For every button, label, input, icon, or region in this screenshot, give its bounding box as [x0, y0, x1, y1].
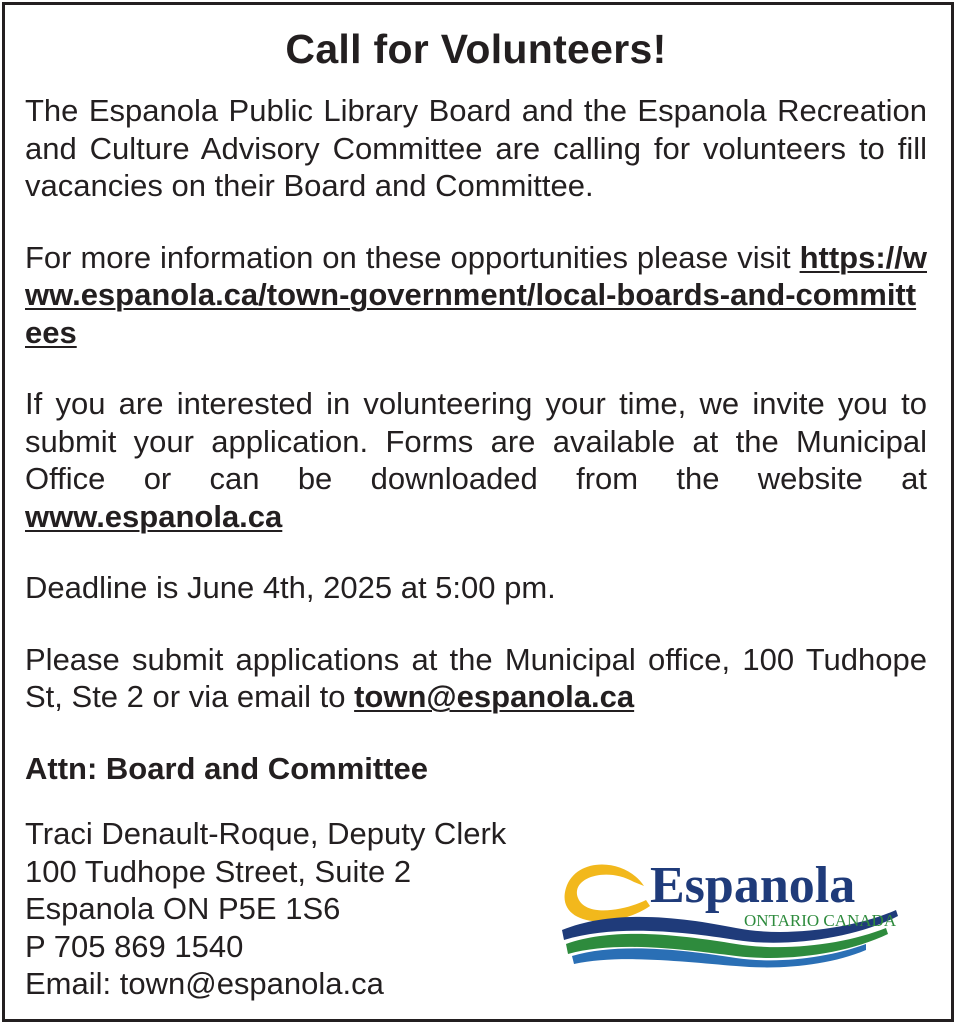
boards-committees-link[interactable]: https://www.espanola.ca/town-government/local-boards-and-committees: [25, 239, 927, 350]
submit-paragraph: [25, 641, 927, 716]
submit-text: Please submit applications at the Municipal office, 100 Tudhope St, Ste 2 or via email to: [25, 641, 927, 714]
notice-title: Call for Volunteers!: [285, 26, 667, 72]
contact-street: 100 Tudhope Street, Suite 2: [25, 853, 412, 889]
notice-content: [25, 22, 927, 821]
logo-tagline: ONTARIO CANADA: [744, 911, 897, 930]
logo-gold-swoosh: [565, 865, 650, 922]
contact-email: Email: town@espanola.ca: [25, 966, 384, 1001]
application-paragraph: [25, 385, 927, 535]
contact-block: [25, 815, 506, 1003]
info-paragraph: [25, 239, 927, 352]
contact-name: Traci Denault-Roque, Deputy Clerk: [25, 816, 507, 851]
logo-wordmark: Espanola: [650, 857, 856, 914]
attn-line: Attn: Board and Committee: [25, 750, 428, 786]
intro-paragraph: The Espanola Public Library Board and the Espanola Recreation and Culture Advisory Committee are calling for volunteers to fill vacancies on their Board and Committee.: [25, 93, 927, 203]
info-text: For more information on these opportunities please visit: [25, 239, 791, 275]
website-link[interactable]: www.espanola.ca: [25, 498, 283, 534]
contact-phone: P 705 869 1540: [25, 928, 244, 964]
deadline-text: Deadline is June 4th, 2025 at 5:00 pm.: [25, 570, 556, 605]
email-link[interactable]: town@espanola.ca: [354, 679, 635, 714]
contact-city: Espanola ON P5E 1S6: [25, 891, 341, 926]
espanola-logo: [556, 848, 936, 968]
application-text: If you are interested in volunteering your time, we invite you to submit your application. Forms are available at the Municipal Office or can be downloaded from the website at: [25, 386, 927, 496]
